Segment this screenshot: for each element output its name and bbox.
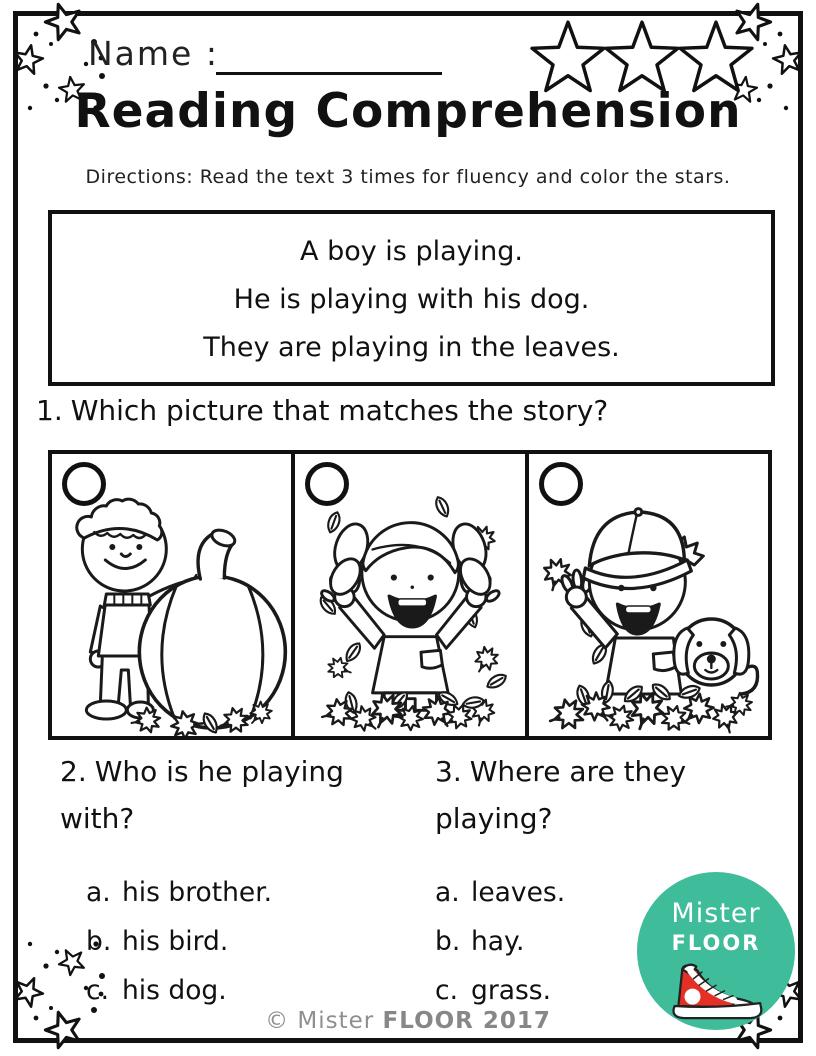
name-label: Name : xyxy=(88,34,219,73)
story-line: They are playing in the leaves. xyxy=(203,332,620,363)
option-text: his dog. xyxy=(122,975,227,1006)
fluency-star-3[interactable] xyxy=(680,22,752,90)
option-letter: b. xyxy=(86,926,112,957)
directions-text: Directions: Read the text 3 times for fluency and color the stars. xyxy=(85,166,731,188)
mister-floor-logo xyxy=(637,872,795,1030)
fluency-star-1[interactable] xyxy=(532,22,604,90)
question-1 xyxy=(36,394,608,427)
picture-option-boy-pumpkin[interactable] xyxy=(52,454,291,736)
story-line: He is playing with his dog. xyxy=(233,284,590,315)
logo-line2: FLOOR xyxy=(671,931,761,955)
picture-option-girl-leaves[interactable] xyxy=(291,454,530,736)
brand-year-text: FLOOR 2017 xyxy=(382,1008,551,1034)
question-1-number: 1. xyxy=(36,394,63,427)
logo-line1: Mister xyxy=(671,898,761,929)
option-text: his bird. xyxy=(122,926,229,957)
option-letter: b. xyxy=(435,926,461,957)
story-box xyxy=(48,210,775,386)
answer-circle-1[interactable] xyxy=(62,462,106,506)
question-1-text: Which picture that matches the story? xyxy=(70,394,609,427)
question-3-number: 3. xyxy=(435,755,462,788)
question-2-text: Who is he playing with? xyxy=(60,755,344,835)
option-q2-a[interactable] xyxy=(86,868,390,917)
option-letter: a. xyxy=(86,877,111,908)
question-3-text: Where are they playing? xyxy=(435,755,687,835)
option-text: grass. xyxy=(471,975,551,1006)
option-q2-b[interactable] xyxy=(86,917,390,966)
copyright-text: © Mister xyxy=(265,1008,375,1034)
page-title: Reading Comprehension xyxy=(74,84,742,139)
option-letter: a. xyxy=(435,877,460,908)
question-2-number: 2. xyxy=(60,755,87,788)
story-line: A boy is playing. xyxy=(300,236,523,267)
answer-circle-2[interactable] xyxy=(305,462,349,506)
red-sneaker-icon xyxy=(668,959,764,1021)
question-2 xyxy=(60,748,390,1015)
picture-choice-grid xyxy=(48,450,772,740)
option-text: his brother. xyxy=(122,877,273,908)
name-input-line[interactable] xyxy=(216,72,442,75)
fluency-star-2[interactable] xyxy=(606,22,678,90)
answer-circle-3[interactable] xyxy=(539,462,583,506)
picture-option-boy-dog[interactable] xyxy=(529,454,768,736)
option-text: leaves. xyxy=(471,877,566,908)
option-letter: c. xyxy=(435,975,458,1006)
option-text: hay. xyxy=(471,926,525,957)
option-letter: c. xyxy=(86,975,109,1006)
question-2-options xyxy=(60,868,390,1015)
